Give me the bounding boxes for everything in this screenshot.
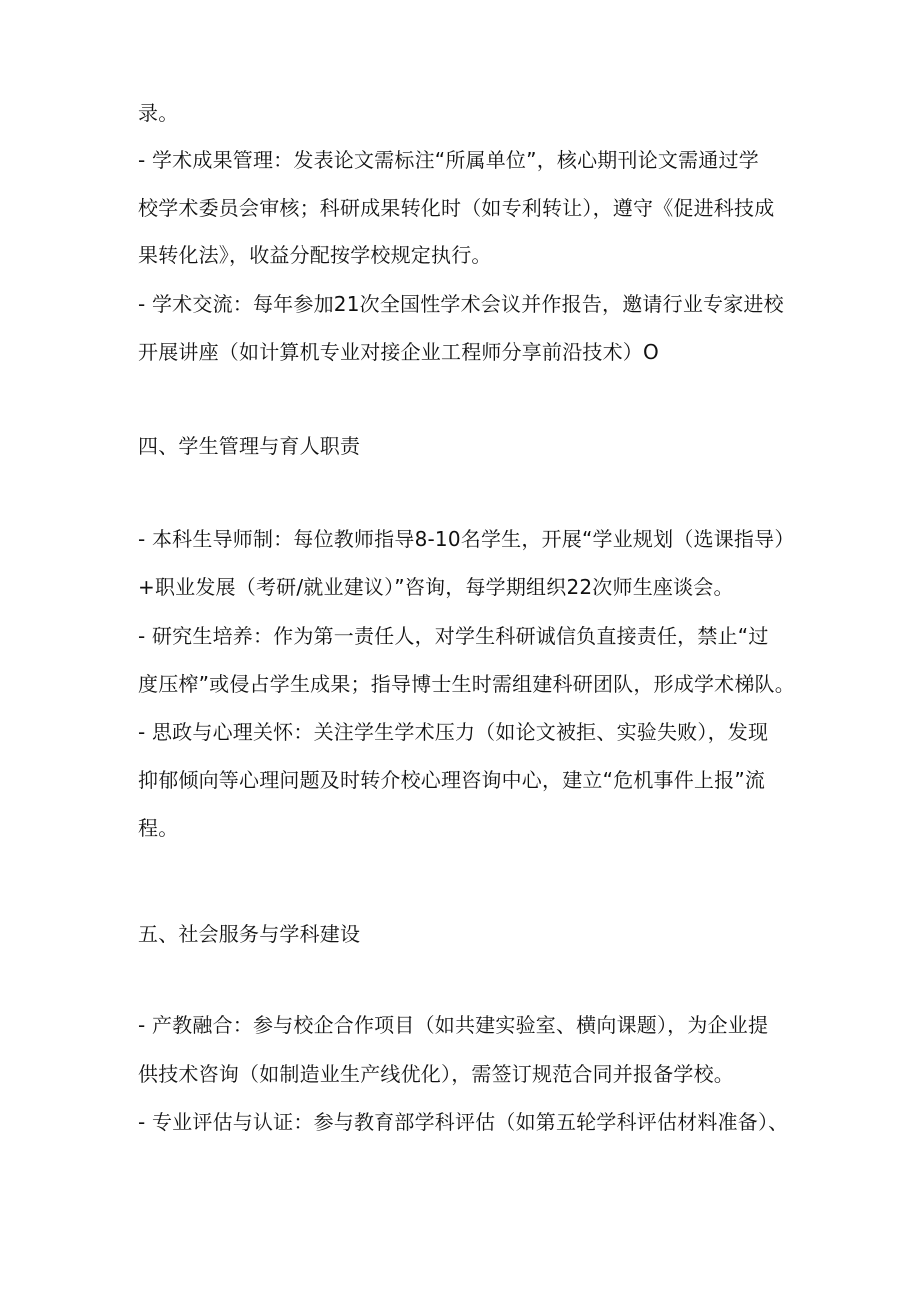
text-line: - 思政与心理关怀：关注学生学术压力（如论文被拒、实验失败），发现 — [138, 720, 769, 744]
text-line: 录。 — [138, 101, 179, 125]
text-line: 校学术委员会审核；科研成果转化时（如专利转让），遵守《促进科技成 — [138, 196, 775, 220]
text-line: - 专业评估与认证：参与教育部学科评估（如第五轮学科评估材料准备）、 — [138, 1110, 789, 1134]
text-line: - 学术成果管理：发表论文需标注“所属单位”，核心期刊论文需通过学 — [138, 148, 759, 172]
section-heading: 四、学生管理与育人职责 — [138, 434, 361, 458]
text-line: +职业发展（考研/就业建议）”咨询，每学期组织22次师生座谈会。 — [138, 575, 734, 599]
text-line: 供技术咨询（如制造业生产线优化），需签订规范合同并报备学校。 — [138, 1062, 734, 1086]
section-heading: 五、社会服务与学科建设 — [138, 922, 361, 946]
text-line: 抑郁倾向等心理问题及时转介校心理咨询中心，建立“危机事件上报”流 — [138, 768, 766, 792]
text-line: - 产教融合：参与校企合作项目（如共建实验室、横向课题），为企业提 — [138, 1013, 769, 1037]
text-line: 程。 — [138, 816, 179, 840]
text-line: - 研究生培养：作为第一责任人，对学生科研诚信负直接责任，禁止“过 — [138, 624, 769, 648]
text-line: 果转化法》，收益分配按学校规定执行。 — [138, 243, 492, 267]
text-line: - 本科生导师制：每位教师指导8-10名学生，开展“学业规划（选课指导） — [138, 527, 795, 551]
text-line: 度压榨”或侵占学生成果；指导博士生时需组建科研团队，形成学术梯队。 — [138, 672, 795, 696]
text-line: 开展讲座（如计算机专业对接企业工程师分享前沿技术）O — [138, 340, 659, 364]
text-line: - 学术交流：每年参加21次全国性学术会议并作报告，邀请行业专家进校 — [138, 292, 784, 316]
